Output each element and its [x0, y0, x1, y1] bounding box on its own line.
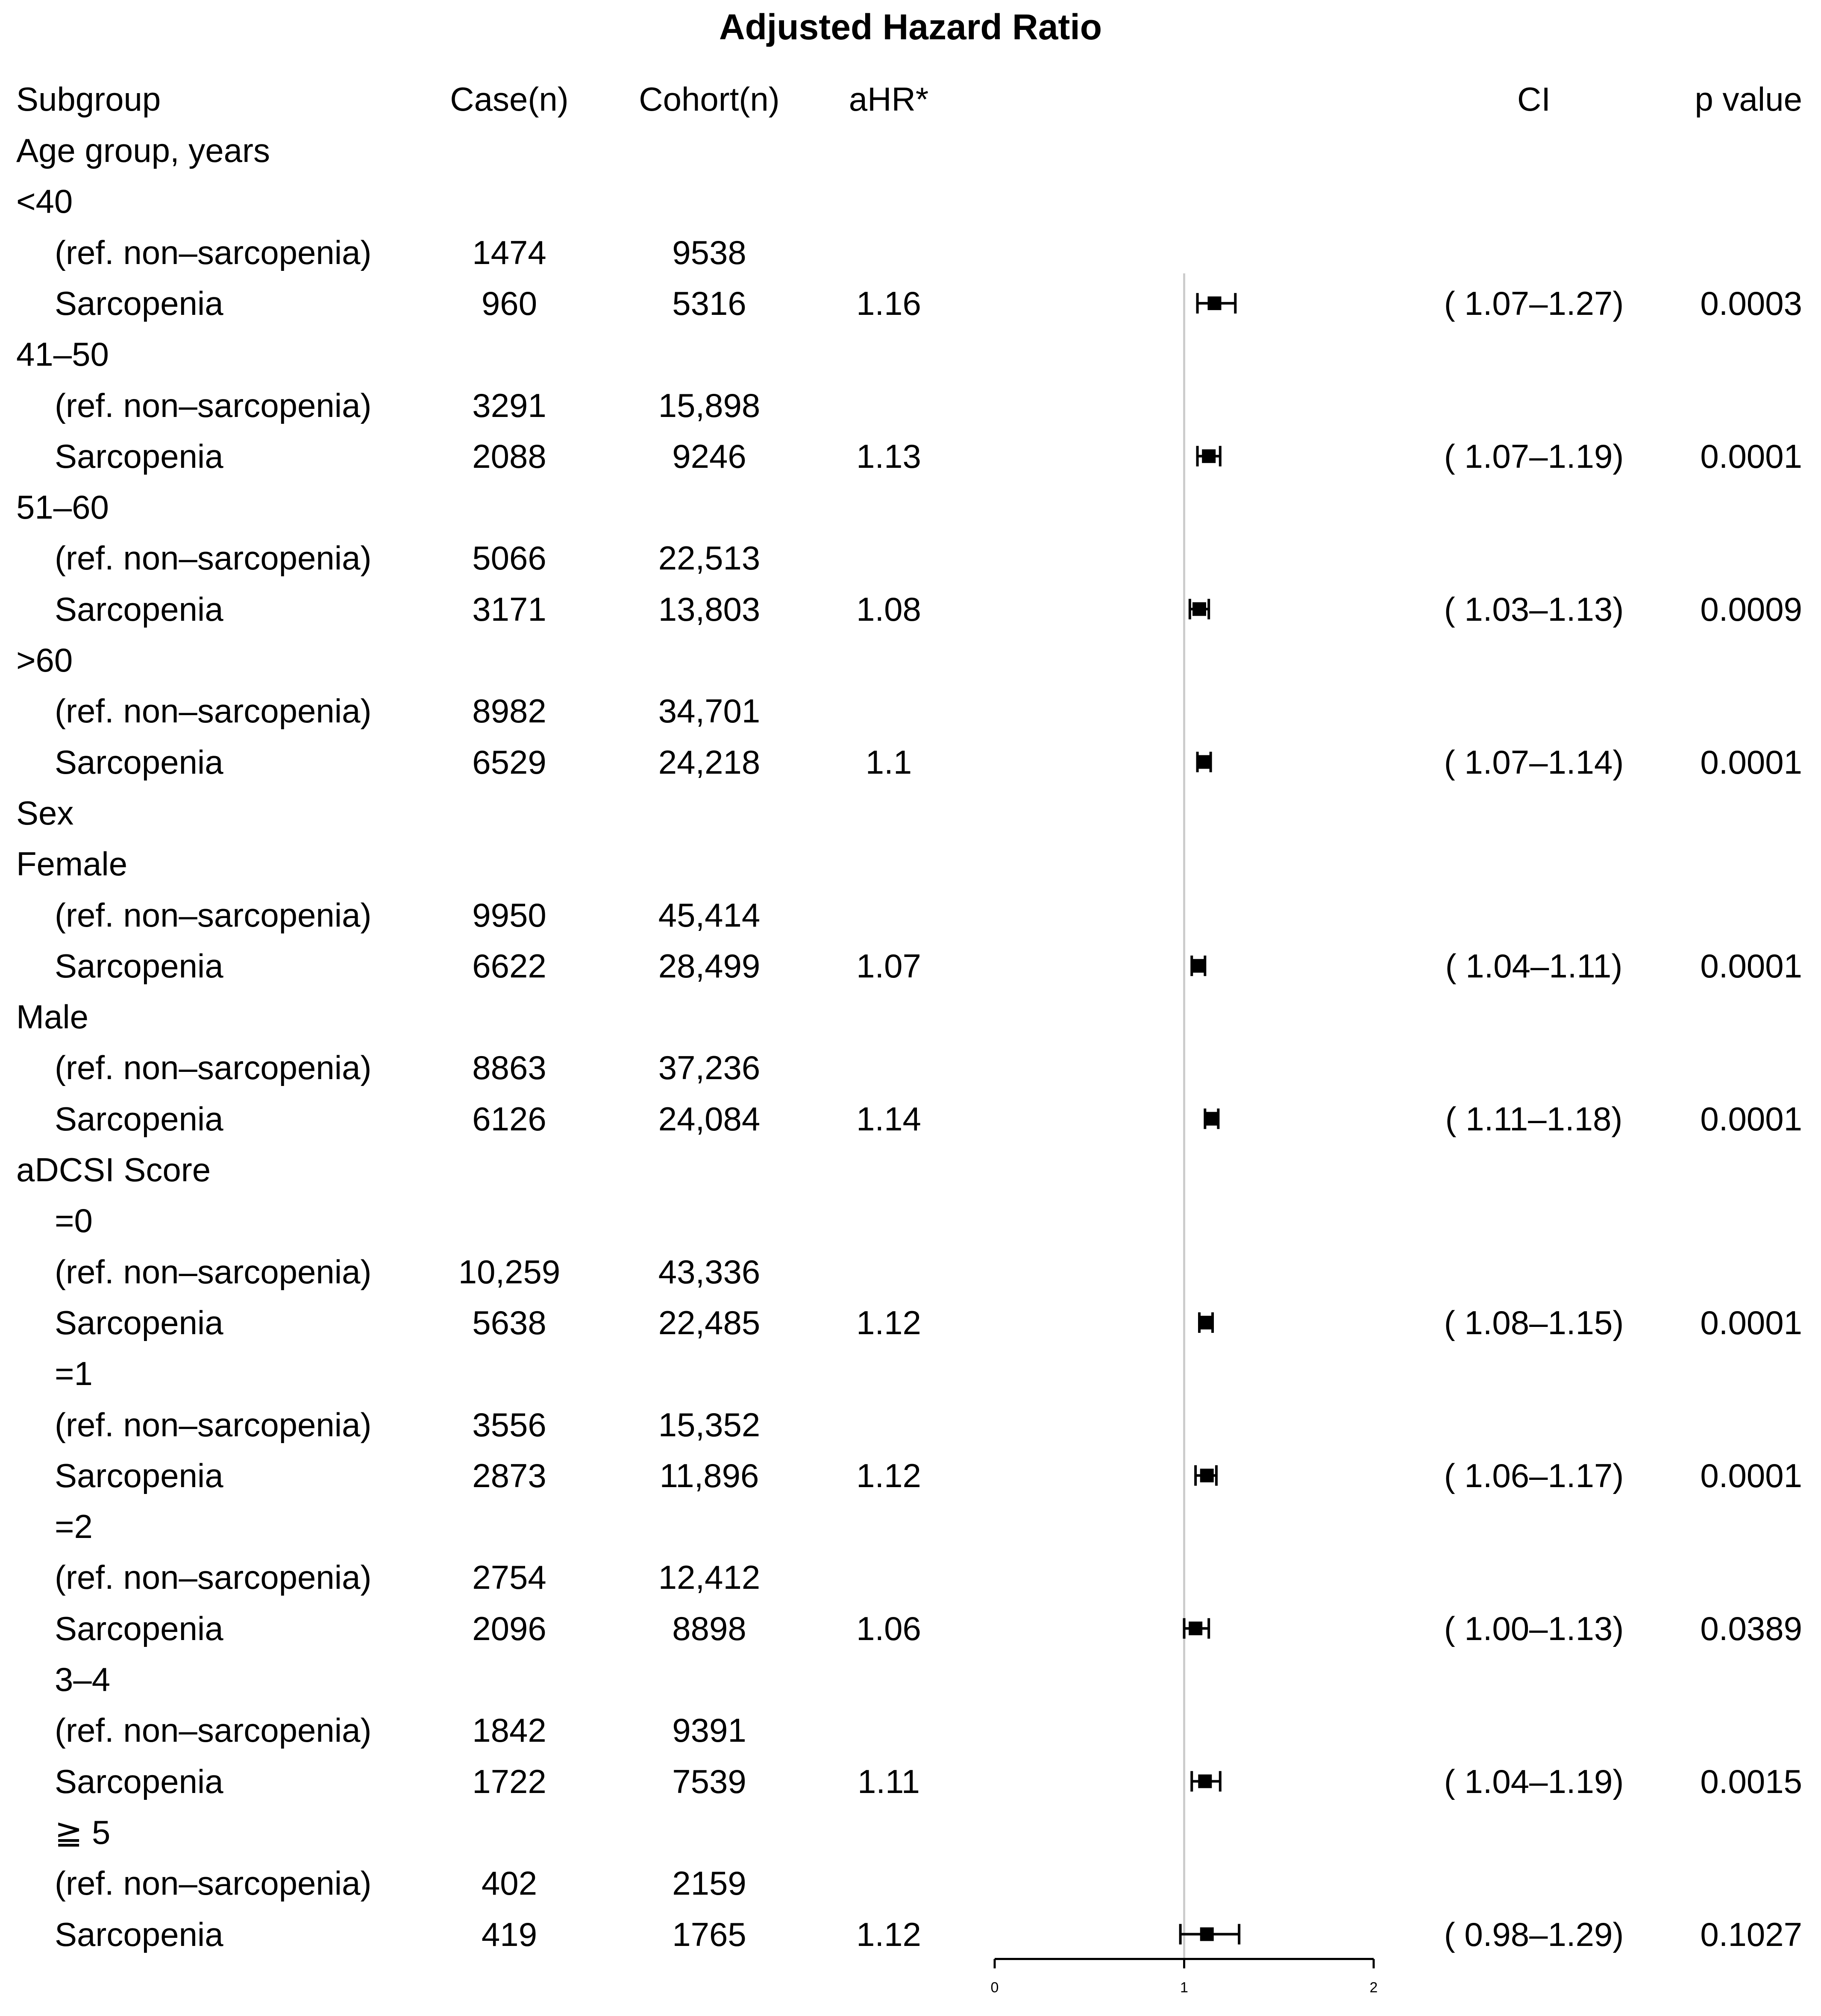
row-label-ref: (ref. non–sarcopenia) [55, 1049, 372, 1087]
row-label-ref: (ref. non–sarcopenia) [55, 1711, 372, 1749]
row-label-ref: (ref. non–sarcopenia) [55, 233, 372, 271]
ahr-value: 1.12 [856, 1303, 921, 1341]
column-header-subgroup: Subgroup [16, 80, 161, 118]
case-count: 1474 [472, 233, 546, 271]
row-label-est: Sarcopenia [55, 284, 223, 322]
row-label-section: Age group, years [16, 132, 270, 169]
p-value: 0.0009 [1700, 590, 1802, 628]
cohort-count: 11,896 [659, 1456, 759, 1494]
row-label-group: Female [16, 845, 128, 883]
cohort-count: 13,803 [658, 590, 761, 628]
column-header-cohort: Cohort(n) [639, 80, 780, 118]
case-count: 960 [481, 284, 537, 322]
case-count: 8982 [472, 692, 546, 730]
hazard-ratio-point [1191, 959, 1204, 973]
p-value: 0.0001 [1700, 947, 1802, 985]
cohort-count: 28,499 [658, 947, 761, 985]
column-header-case: Case(n) [450, 80, 569, 118]
row-label-est: Sarcopenia [55, 1456, 223, 1494]
p-value: 0.0389 [1700, 1609, 1802, 1647]
row-label-ref: (ref. non–sarcopenia) [55, 386, 372, 424]
cohort-count: 24,218 [658, 743, 761, 781]
hazard-ratio-point [1200, 1928, 1214, 1941]
cohort-count: 2159 [672, 1864, 746, 1902]
p-value: 0.0001 [1700, 1456, 1802, 1494]
ci-value: ( 1.04–1.19) [1444, 1762, 1624, 1800]
row-label-group: >60 [16, 641, 73, 679]
row-label-group: 51–60 [16, 488, 109, 526]
row-label-est: Sarcopenia [55, 1915, 223, 1953]
ahr-value: 1.11 [857, 1762, 920, 1800]
cohort-count: 37,236 [658, 1049, 761, 1087]
case-count: 9950 [472, 896, 546, 934]
cohort-count: 12,412 [658, 1558, 761, 1596]
row-label-ref: (ref. non–sarcopenia) [55, 1558, 372, 1596]
case-count: 3556 [472, 1406, 546, 1444]
hazard-ratio-point [1192, 602, 1206, 616]
hazard-ratio-point [1207, 296, 1221, 310]
case-count: 2096 [472, 1609, 546, 1647]
case-count: 10,259 [458, 1253, 561, 1291]
ci-value: ( 1.03–1.13) [1444, 590, 1624, 628]
p-value: 0.0001 [1700, 437, 1802, 475]
row-label-est: Sarcopenia [55, 947, 223, 985]
cohort-count: 34,701 [658, 692, 761, 730]
ahr-value: 1.16 [856, 284, 921, 322]
x-tick-label: 1 [1180, 1979, 1188, 1996]
row-label-ref: (ref. non–sarcopenia) [55, 692, 372, 730]
cohort-count: 5316 [672, 284, 746, 322]
case-count: 2873 [472, 1456, 546, 1494]
hazard-ratio-point [1200, 1316, 1214, 1329]
ci-value: ( 0.98–1.29) [1444, 1915, 1624, 1953]
ci-value: ( 1.06–1.17) [1444, 1456, 1624, 1494]
cohort-count: 45,414 [658, 896, 761, 934]
row-label-est: Sarcopenia [55, 590, 223, 628]
hazard-ratio-point [1204, 1112, 1218, 1126]
cohort-count: 7539 [672, 1762, 746, 1800]
column-header-ahr: aHR* [849, 80, 929, 118]
ci-value: ( 1.07–1.14) [1444, 743, 1624, 781]
row-label-ref: (ref. non–sarcopenia) [55, 1406, 372, 1444]
p-value: 0.0015 [1700, 1762, 1802, 1800]
case-count: 1722 [472, 1762, 546, 1800]
cohort-count: 9538 [672, 233, 746, 271]
ci-value: ( 1.07–1.27) [1444, 284, 1624, 322]
row-label-ref: (ref. non–sarcopenia) [55, 1864, 372, 1902]
row-label-ref: (ref. non–sarcopenia) [55, 896, 372, 934]
row-label-est: Sarcopenia [55, 1762, 223, 1800]
row-label-est: Sarcopenia [55, 1303, 223, 1341]
column-header-ci: CI [1517, 80, 1551, 118]
cohort-count: 1765 [672, 1915, 746, 1953]
cohort-count: 9246 [672, 437, 746, 475]
row-label-group: <40 [16, 182, 73, 220]
row-label-subgroup: =0 [55, 1202, 93, 1240]
row-label-subgroup: =2 [55, 1508, 93, 1546]
cohort-count: 22,485 [658, 1303, 761, 1341]
hazard-ratio-point [1198, 1775, 1212, 1788]
hazard-ratio-point [1202, 449, 1216, 463]
hazard-ratio-point [1200, 1469, 1214, 1482]
case-count: 3291 [472, 386, 546, 424]
ahr-value: 1.12 [856, 1915, 921, 1953]
ahr-value: 1.14 [856, 1100, 921, 1138]
cohort-count: 43,336 [658, 1253, 761, 1291]
cohort-count: 8898 [672, 1609, 746, 1647]
row-label-ref: (ref. non–sarcopenia) [55, 539, 372, 577]
hazard-ratio-point [1196, 755, 1210, 769]
row-label-section: aDCSI Score [16, 1151, 211, 1188]
ahr-value: 1.08 [856, 590, 921, 628]
ci-value: ( 1.00–1.13) [1444, 1609, 1624, 1647]
ahr-value: 1.12 [856, 1456, 921, 1494]
p-value: 0.1027 [1700, 1915, 1802, 1953]
case-count: 419 [481, 1915, 537, 1953]
ci-value: ( 1.07–1.19) [1444, 437, 1624, 475]
cohort-count: 24,084 [658, 1100, 761, 1138]
chart-title: Adjusted Hazard Ratio [719, 7, 1102, 47]
cohort-count: 15,352 [658, 1406, 761, 1444]
case-count: 6529 [472, 743, 546, 781]
row-label-section: Sex [16, 794, 74, 832]
row-label-est: Sarcopenia [55, 1609, 223, 1647]
case-count: 2088 [472, 437, 546, 475]
ci-value: ( 1.08–1.15) [1444, 1303, 1624, 1341]
ahr-value: 1.07 [856, 947, 921, 985]
case-count: 6622 [472, 947, 546, 985]
x-tick-label: 2 [1369, 1979, 1378, 1996]
cohort-count: 9391 [672, 1711, 746, 1749]
row-label-group: 41–50 [16, 335, 109, 373]
p-value: 0.0001 [1700, 1100, 1802, 1138]
case-count: 1842 [472, 1711, 546, 1749]
p-value: 0.0001 [1700, 743, 1802, 781]
ci-value: ( 1.04–1.11) [1445, 947, 1623, 985]
case-count: 2754 [472, 1558, 546, 1596]
cohort-count: 15,898 [658, 386, 761, 424]
ahr-value: 1.13 [856, 437, 921, 475]
case-count: 5066 [472, 539, 546, 577]
ci-value: ( 1.11–1.18) [1445, 1100, 1623, 1138]
p-value: 0.0003 [1700, 284, 1802, 322]
row-label-subgroup: 3–4 [55, 1661, 111, 1698]
hazard-ratio-point [1189, 1622, 1202, 1635]
case-count: 6126 [472, 1100, 546, 1138]
x-tick-label: 0 [990, 1979, 999, 1996]
row-label-est: Sarcopenia [55, 1100, 223, 1138]
column-header-p-value: p value [1695, 80, 1802, 118]
row-label-subgroup: =1 [55, 1355, 93, 1393]
row-label-group: Male [16, 998, 89, 1036]
cohort-count: 22,513 [658, 539, 761, 577]
case-count: 3171 [472, 590, 546, 628]
ahr-value: 1.1 [865, 743, 912, 781]
row-label-est: Sarcopenia [55, 743, 223, 781]
case-count: 8863 [472, 1049, 546, 1087]
row-label-subgroup: ≧ 5 [55, 1813, 111, 1851]
case-count: 5638 [472, 1303, 546, 1341]
p-value: 0.0001 [1700, 1303, 1802, 1341]
row-label-ref: (ref. non–sarcopenia) [55, 1253, 372, 1291]
row-label-est: Sarcopenia [55, 437, 223, 475]
case-count: 402 [481, 1864, 537, 1902]
ahr-value: 1.06 [856, 1609, 921, 1647]
